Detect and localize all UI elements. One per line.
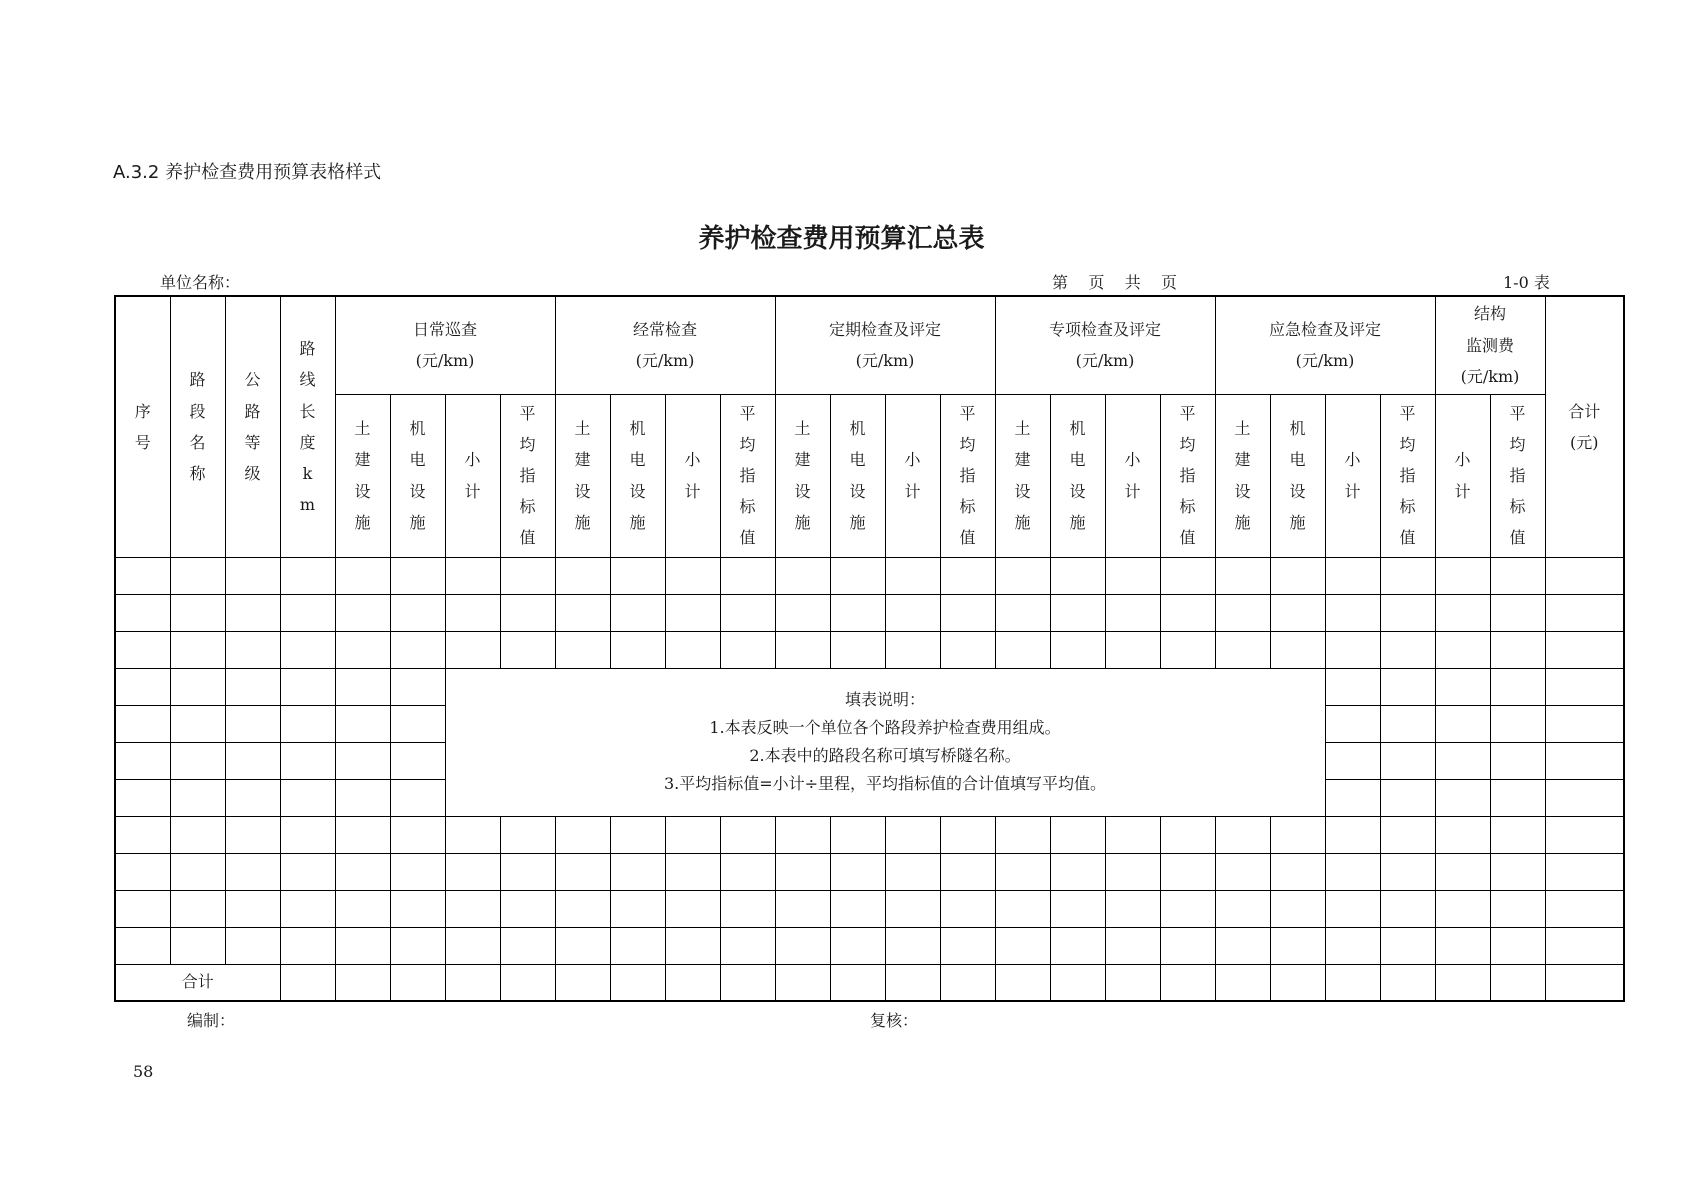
table-row <box>115 557 1624 594</box>
prepared-by-label: 编制： <box>187 1011 236 1030</box>
sub-subtotal: 小计 <box>445 394 500 557</box>
header-group-special: 专项检查及评定 (元/km) <box>995 296 1215 394</box>
total-row <box>115 964 1624 1001</box>
page-title: 养护检查费用预算汇总表 <box>698 224 985 254</box>
sub-subtotal: 小计 <box>1325 394 1380 557</box>
fill-instructions <box>445 668 1325 816</box>
table-row <box>115 890 1624 927</box>
table-number: 1-0 表 <box>1503 273 1550 292</box>
sub-civil: 土建设施 <box>335 394 390 557</box>
page-indicator: 第 页 共 页 <box>1052 273 1178 292</box>
header-structure-monitoring: 结构 监测费 (元/km) <box>1435 296 1545 394</box>
budget-summary-table <box>114 295 1625 1002</box>
sub-civil: 土建设施 <box>555 394 610 557</box>
reviewed-by-label: 复核： <box>870 1011 919 1030</box>
notes-title: 填表说明： <box>844 690 925 709</box>
unit-name-label: 单位名称： <box>160 273 241 292</box>
note-item: 3.平均指标值=小计÷里程，平均指标值的合计值填写平均值。 <box>663 774 1107 793</box>
sub-mech: 机电设施 <box>610 394 665 557</box>
page-number: 58 <box>133 1062 154 1081</box>
header-row-2 <box>115 394 1624 557</box>
header-group-emergency: 应急检查及评定 (元/km) <box>1215 296 1435 394</box>
header-row-1 <box>115 296 1624 394</box>
note-item: 1.本表反映一个单位各个路段养护检查费用组成。 <box>709 718 1061 737</box>
sub-civil: 土建设施 <box>1215 394 1270 557</box>
table-row <box>115 631 1624 668</box>
table-row <box>115 668 1624 705</box>
sub-subtotal: 小计 <box>1435 394 1490 557</box>
table-row <box>115 853 1624 890</box>
header-section-name: 路段名称 <box>170 296 225 557</box>
header-group-periodic: 定期检查及评定 (元/km) <box>775 296 995 394</box>
total-row-label: 合计 <box>115 964 280 1001</box>
header-group-daily: 日常巡查 (元/km) <box>335 296 555 394</box>
sub-civil: 土建设施 <box>995 394 1050 557</box>
sub-avg: 平均指标值 <box>940 394 995 557</box>
section-heading: A.3.2 养护检查费用预算表格样式 <box>113 162 382 183</box>
sub-avg: 平均指标值 <box>1380 394 1435 557</box>
sub-avg: 平均指标值 <box>1490 394 1545 557</box>
table-row <box>115 816 1624 853</box>
sub-subtotal: 小计 <box>665 394 720 557</box>
table-row <box>115 927 1624 964</box>
header-group-regular: 经常检查 (元/km) <box>555 296 775 394</box>
sub-subtotal: 小计 <box>885 394 940 557</box>
sub-mech: 机电设施 <box>1050 394 1105 557</box>
sub-mech: 机电设施 <box>390 394 445 557</box>
header-seq: 序号 <box>115 296 170 557</box>
sub-avg: 平均指标值 <box>500 394 555 557</box>
sub-mech: 机电设施 <box>1270 394 1325 557</box>
sub-avg: 平均指标值 <box>720 394 775 557</box>
sub-civil: 土建设施 <box>775 394 830 557</box>
note-item: 2.本表中的路段名称可填写桥隧名称。 <box>749 746 1021 765</box>
table-row <box>115 594 1624 631</box>
header-total: 合计 (元) <box>1545 296 1624 557</box>
header-route-length: 路线长度km <box>280 296 335 557</box>
sub-avg: 平均指标值 <box>1160 394 1215 557</box>
sub-mech: 机电设施 <box>830 394 885 557</box>
header-road-grade: 公路等级 <box>225 296 280 557</box>
sub-subtotal: 小计 <box>1105 394 1160 557</box>
